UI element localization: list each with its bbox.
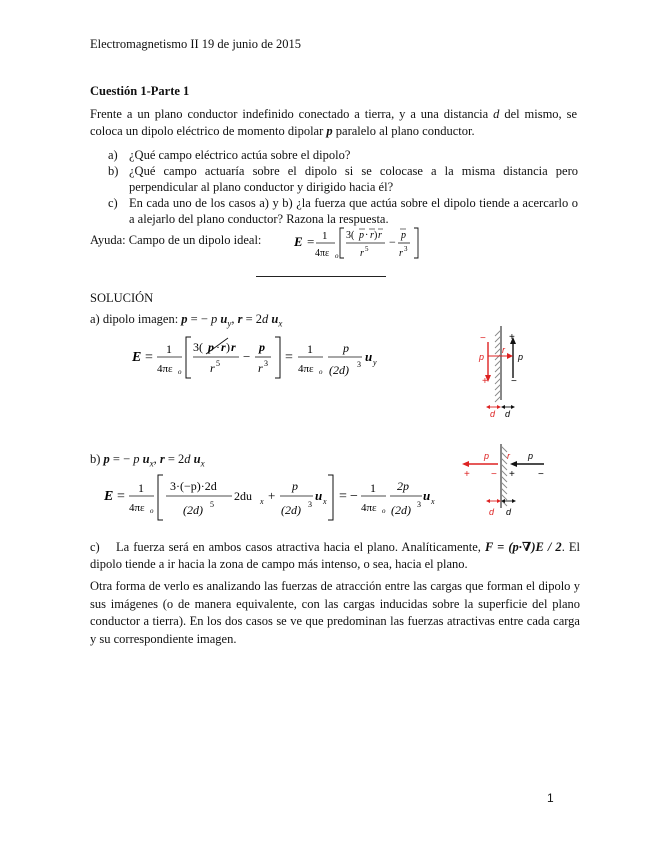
fb-2p: 2p bbox=[397, 479, 409, 493]
fa-num-dot: · bbox=[216, 340, 220, 354]
fa-num-close: ) bbox=[226, 340, 230, 354]
fa-twod: (2d) bbox=[329, 363, 349, 377]
svg-text:x: x bbox=[431, 497, 435, 506]
question-letter: b) bbox=[108, 164, 119, 178]
svg-text:(2d): (2d) bbox=[391, 503, 411, 517]
fa-u: u bbox=[365, 349, 373, 364]
question-text: ¿Qué campo actuaría sobre el dipolo si se colocase a la misma distancia pero perpendicular al plano conductor y dirigido hacia él? bbox=[129, 164, 578, 194]
fb-plus: + bbox=[268, 488, 276, 503]
fa-den-exp: 5 bbox=[216, 359, 220, 368]
question-list bbox=[108, 147, 578, 227]
help-den-sub: o bbox=[335, 252, 339, 260]
intro-var-p: p bbox=[326, 124, 333, 138]
fb-den3: (2d) bbox=[281, 503, 301, 517]
fa-eq2: = bbox=[285, 350, 293, 365]
help-equals: = bbox=[307, 234, 315, 249]
fa-eq: = bbox=[145, 350, 153, 365]
solution-a-line bbox=[90, 312, 282, 329]
help-label: Ayuda: Campo de un dipolo ideal: bbox=[90, 233, 262, 247]
svg-text:r: r bbox=[231, 340, 236, 354]
dia-b-r: r bbox=[507, 451, 510, 461]
fa-exp-3: 3 bbox=[264, 359, 268, 368]
sol-b-sep: , bbox=[153, 452, 160, 466]
formula-a bbox=[128, 334, 388, 384]
sol-b-mid: = − bbox=[109, 452, 134, 466]
svg-text:r: r bbox=[378, 230, 382, 241]
divider-line bbox=[256, 276, 386, 277]
svg-text:u: u bbox=[423, 488, 431, 503]
sol-c-formula: = (p·∇)E / 2 bbox=[493, 540, 562, 554]
solution-c bbox=[90, 539, 580, 573]
help-num-close: ) bbox=[374, 230, 378, 241]
sol-a-sep: , bbox=[231, 312, 238, 326]
fb-one: 1 bbox=[138, 481, 144, 495]
help-exp-3: 3 bbox=[404, 245, 408, 253]
fa-num-p: p bbox=[208, 340, 214, 354]
fb-den5: (2d) bbox=[183, 503, 203, 517]
dia-b-p-red: p bbox=[484, 451, 490, 461]
question-item bbox=[108, 163, 578, 195]
sol-c-text-2: . El dipolo tiende a ir hacia la zona de campo más intenso, o sea, hacia el plano. bbox=[90, 540, 580, 571]
dia-b-p: p bbox=[528, 451, 534, 461]
sol-b-d: d bbox=[184, 452, 191, 466]
help-den: 4πε bbox=[315, 248, 330, 259]
intro-var-d: d bbox=[493, 107, 500, 121]
fb-den: 4πε bbox=[129, 502, 145, 514]
fb-exp3: 3 bbox=[308, 500, 312, 509]
fb-ux1: u bbox=[315, 488, 323, 503]
sol-b-pv: p bbox=[133, 452, 140, 466]
help-E: E bbox=[294, 234, 303, 249]
fb-den-sub: o bbox=[150, 507, 154, 515]
fa-one: 1 bbox=[166, 342, 172, 356]
fb-exp5: 5 bbox=[210, 500, 214, 509]
diagram-a bbox=[466, 322, 536, 422]
fa-num-open: 3( bbox=[193, 340, 203, 354]
dia-b-plus-red: + bbox=[464, 469, 470, 480]
svg-text:p: p bbox=[401, 230, 406, 241]
dia-a-d-red: d bbox=[490, 409, 496, 419]
fa-E: E bbox=[132, 350, 142, 365]
dia-a-minus-red: − bbox=[480, 333, 486, 344]
fb-eq: = bbox=[117, 489, 125, 504]
sol-a-d: d bbox=[262, 312, 269, 326]
page-header: Electromagnetismo II 19 de junio de 2015 bbox=[90, 37, 302, 51]
svg-text:3: 3 bbox=[357, 360, 361, 369]
svg-text:3: 3 bbox=[417, 500, 421, 509]
question-letter: a) bbox=[108, 148, 118, 162]
explanation-paragraph: Otra forma de verlo es analizando las fuerzas de atracción entre las cargas que forman el dipolo y sus imágenes (o de manera equivalente, con las cargas inducidas sobre la superficie del plano conductor a tierra). En los dos casos se ve que predominan las fuerzas atractivas entre cada carga y su correspondiente imagen. bbox=[90, 579, 580, 646]
dia-b-minus-red: − bbox=[491, 469, 497, 480]
fa-den-r: r bbox=[210, 361, 215, 375]
sol-a-u: u bbox=[220, 312, 228, 326]
svg-text:p: p bbox=[259, 340, 265, 354]
intro-text-1: Frente a un plano conductor indefinido conectado a tierra, y a una distancia bbox=[90, 107, 494, 121]
dia-a-minus: − bbox=[511, 376, 517, 387]
help-minus: − bbox=[389, 235, 396, 249]
help-den-r: r bbox=[360, 248, 364, 259]
sol-a-r2: = 2 bbox=[242, 312, 263, 326]
sol-a-r: r bbox=[237, 312, 243, 326]
svg-text:r: r bbox=[399, 248, 403, 259]
page-number: 1 bbox=[547, 791, 554, 805]
solution-b-line bbox=[90, 452, 205, 469]
sol-c-letter: c) bbox=[90, 540, 100, 554]
intro-text-2: del mismo, se coloca un dipolo eléctrico de momento dipolar bbox=[90, 107, 578, 138]
fb-num: 3·(−p)·2d bbox=[170, 479, 217, 493]
question-text: ¿Qué campo eléctrico actúa sobre el dipolo? bbox=[129, 148, 351, 162]
question-item bbox=[108, 195, 578, 227]
svg-text:1: 1 bbox=[307, 342, 313, 356]
fb-eq2: = bbox=[339, 489, 347, 504]
help-num-open: 3( bbox=[346, 230, 355, 241]
sol-b-r2: = 2 bbox=[164, 452, 185, 466]
intro-text-3: paralelo al plano conductor. bbox=[332, 124, 475, 138]
dia-a-plus-red: + bbox=[482, 376, 488, 387]
fb-2dux: 2du bbox=[234, 489, 252, 503]
question-letter: c) bbox=[108, 196, 118, 210]
sol-c-text-1: La fuerza será en ambos casos atractiva hacia el plano. Analíticamente, bbox=[116, 540, 485, 554]
dia-b-plus: + bbox=[509, 469, 515, 480]
sol-a-pv: p bbox=[211, 312, 218, 326]
help-den-exp: 5 bbox=[365, 245, 369, 253]
help-one: 1 bbox=[322, 230, 328, 242]
svg-text:o: o bbox=[382, 507, 386, 515]
sol-a-p: p bbox=[181, 312, 188, 326]
svg-text:x: x bbox=[323, 497, 327, 506]
help-formula bbox=[290, 224, 430, 264]
help-num-p: p bbox=[359, 230, 364, 241]
sol-c-F: F bbox=[484, 540, 494, 554]
solution-heading: SOLUCIÓN bbox=[90, 291, 154, 305]
dia-a-p: p bbox=[518, 352, 524, 362]
sol-b-u: u bbox=[142, 452, 150, 466]
sol-a-prefix: a) dipolo imagen: bbox=[90, 312, 179, 326]
fb-neg: − bbox=[350, 489, 358, 504]
sol-b-ux: u bbox=[193, 452, 201, 466]
sol-b-uxs: x bbox=[200, 458, 205, 469]
fa-num-r: r bbox=[221, 340, 226, 354]
dia-a-plus: + bbox=[509, 332, 515, 343]
svg-text:4πε: 4πε bbox=[361, 502, 377, 514]
sol-a-mid: = − bbox=[187, 312, 212, 326]
sol-b-p: p bbox=[103, 452, 110, 466]
svg-text:1: 1 bbox=[370, 481, 376, 495]
sol-a-uxs: x bbox=[278, 318, 283, 329]
sol-b-prefix: b) bbox=[90, 452, 101, 466]
formula-b bbox=[100, 472, 440, 528]
fa-den: 4πε bbox=[157, 363, 173, 375]
diagram-b bbox=[458, 440, 548, 522]
svg-text:o: o bbox=[319, 368, 323, 376]
dia-b-minus: − bbox=[538, 469, 544, 480]
dia-a-p-red: p bbox=[479, 352, 485, 362]
fb-E: E bbox=[104, 489, 114, 504]
question-item bbox=[108, 147, 578, 163]
sol-a-ux: u bbox=[271, 312, 279, 326]
svg-text:·: · bbox=[365, 230, 369, 241]
svg-text:4πε: 4πε bbox=[298, 363, 314, 375]
fa-uy: y bbox=[373, 358, 377, 367]
sol-b-r: r bbox=[159, 452, 165, 466]
fa-minus: − bbox=[243, 349, 251, 364]
help-num-r: r bbox=[370, 230, 374, 241]
dia-b-d-red: d bbox=[489, 507, 495, 517]
fb-x1: x bbox=[260, 497, 264, 506]
sol-b-uxsub: x bbox=[149, 458, 154, 469]
dia-a-r: r bbox=[502, 345, 505, 355]
fa-den-sub: o bbox=[178, 368, 182, 376]
svg-text:r: r bbox=[258, 361, 263, 375]
question-title: Cuestión 1-Parte 1 bbox=[90, 84, 190, 98]
problem-statement bbox=[90, 106, 577, 140]
sol-a-uy: y bbox=[227, 318, 232, 329]
dia-a-d: d bbox=[505, 409, 511, 419]
question-text: En cada uno de los casos a) y b) ¿la fuerza que actúa sobre el dipolo tiende a acercarlo o a alejarlo del plano conductor? Razona la respuesta. bbox=[129, 196, 578, 226]
dia-b-d: d bbox=[506, 507, 512, 517]
svg-text:p: p bbox=[343, 341, 349, 355]
fb-p: p bbox=[292, 479, 298, 493]
